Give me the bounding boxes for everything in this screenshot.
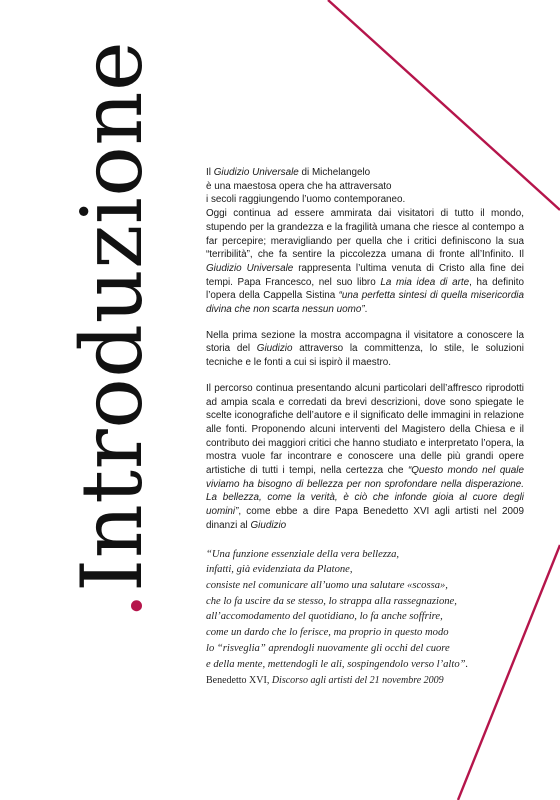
text-run: Oggi continua ad essere ammirata dai visitatori di tutto il mondo, stupendo per la grandezza e la fragilità umana che riesce al contempo a far percepire; meravigliando per quella che i critici definiscono la sua “terribilità”, che fa sentire la piccolezza umana di fronte all’Infinito. Il — [206, 208, 524, 261]
text-run: Il — [206, 167, 214, 178]
quote-line: all’accomodamento del quotidiano, lo fa anche soffrire, — [206, 611, 443, 623]
text-run-italic: Giudizio — [256, 343, 293, 355]
quote-line: e della mente, mettendogli le ali, sospingendolo verso l’alto”. — [206, 658, 469, 670]
quote-line: consiste nel comunicare all’uomo una salutare «scossa», — [206, 579, 448, 591]
text-run-italic: Discorso agli artisti del 21 novembre 2009 — [271, 675, 444, 687]
text-run: rappresenta l’ultima venuta di Cristo alla fine dei tempi. Papa Francesco, nel suo libro — [206, 262, 524, 288]
text-run: di Michelangelo — [298, 167, 371, 178]
title-text: Introduzione — [63, 40, 161, 592]
text-run-italic: Giudizio — [250, 519, 287, 531]
paragraph-intro-body — [206, 207, 524, 317]
text-run: attraverso la committenza, lo stile, le soluzioni tecniche e le fonti a cui si ispirò il maestro. — [206, 343, 524, 369]
quote-line: che lo fa uscire da se stesso, lo strappa alla rassegnazione, — [206, 595, 457, 607]
text-run-italic: Giudizio Universale — [213, 167, 299, 178]
text-run-italic: “una perfetta sintesi di quella misericordia divina che non scarta nessun uomo” — [206, 290, 524, 316]
text-run-italic: La mia idea di arte — [380, 276, 470, 288]
text-run: Il percorso continua presentando alcuni particolari dell’affresco riprodotti ad ampia scala e corredati da brevi descrizioni, dove sono spiegate le scelte iconografiche dell’autore e il significato delle immagini in relazione alle fonti. Proponendo alcuni interventi del Magistero della Chiesa e il contributo dei maggiori critici che hanno studiato e interpretato l’opera, la mostra vuole far incontrare e conoscere una delle più grandi opere artistiche di tutti i tempi, nella certezza che — [206, 382, 524, 477]
page-title — [63, 40, 161, 620]
quote-source — [206, 674, 524, 688]
text-run-italic: Giudizio Universale — [206, 262, 294, 274]
quote-line: “Una funzione essenziale della vera bellezza, — [206, 548, 400, 560]
text-run: Benedetto XVI, — [206, 675, 272, 687]
text-run-italic: “Questo mondo nel quale viviamo ha bisogno di bellezza per non sprofondare nella disperazione. La bellezza, come la verità, è ciò che infonde gioia al cuore degli uomini” — [206, 465, 524, 518]
quote-line: come un dardo che lo ferisce, ma proprio in questo modo — [206, 627, 449, 639]
text-run: è una maestosa opera che ha attraversato — [206, 180, 392, 192]
quote-line: infatti, già evidenziata da Platone, — [206, 564, 353, 576]
text-run: i secoli raggiungendo l’uomo contemporaneo. — [206, 194, 406, 206]
paragraph-path — [206, 382, 524, 533]
body-text — [206, 166, 524, 688]
text-run: Nella prima sezione la mostra accompagna il visitatore a conoscere la storia del — [206, 329, 524, 355]
text-run: . — [364, 304, 368, 316]
blockquote — [206, 547, 524, 673]
paragraph-intro — [206, 166, 524, 317]
title-dot: . — [63, 591, 161, 620]
quote-line: lo “risveglia” aprendogli nuovamente gli occhi del cuore — [206, 642, 450, 654]
text-run: , come ebbe a dire Papa Benedetto XVI agli artisti nel 2009 dinanzi al — [206, 506, 524, 531]
paragraph-first-section — [206, 329, 524, 370]
text-run: , ha definito l’opera della Cappella Sistina — [206, 276, 524, 302]
